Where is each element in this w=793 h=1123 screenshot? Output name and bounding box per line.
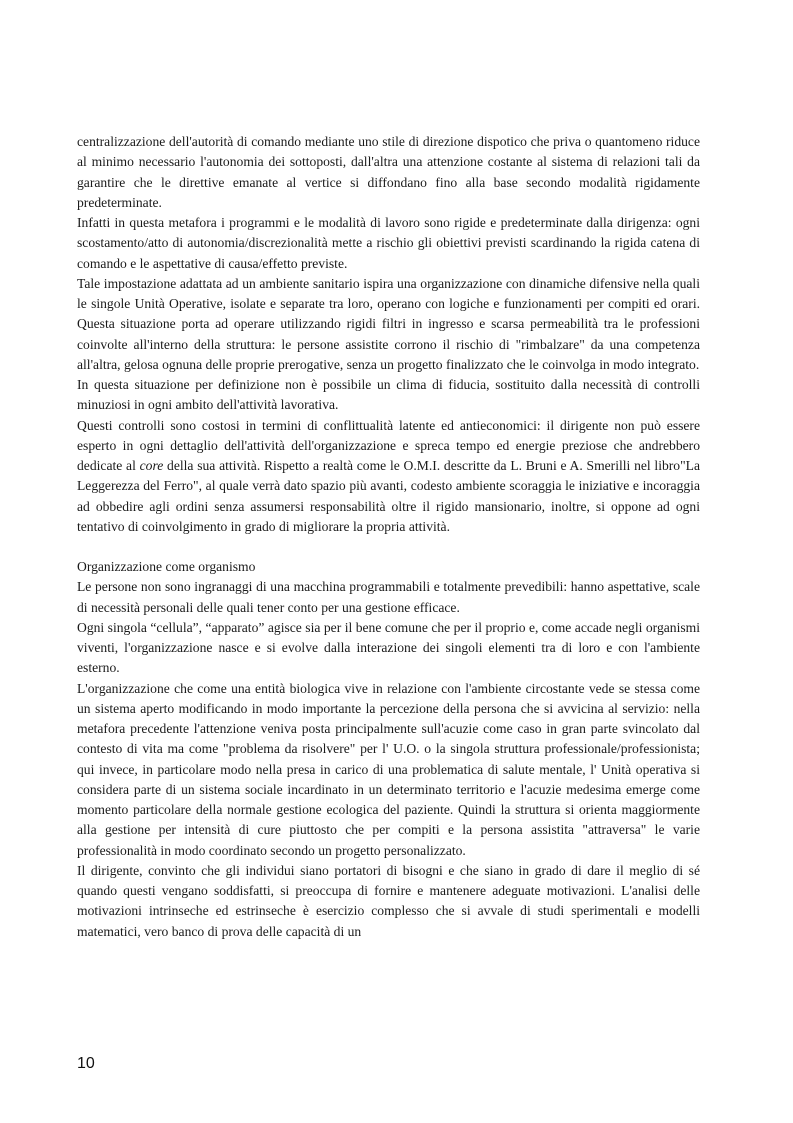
paragraph-metaphor-rigid: Infatti in questa metafora i programmi e le modalità di lavoro sono rigide e predeterminate dalla dirigenza: ogni scostamento/atto di autonomia/discrezionalità mette a rischio gli obiettivi previsti scardinando la rigida catena di comando e le aspettative di causa/effetto previste.	[77, 215, 700, 271]
paragraph-centralization: centralizzazione dell'autorità di comando mediante uno stile di direzione dispotico che priva o quantomeno riduce al minimo necessario l'autonomia dei sottoposti, dall'altra una attenzione costante al sistema di relazioni tali da garantire che le direttive emanate al vertice si diffondano fino alla base secondo modalità rigidamente predeterminate.	[77, 134, 700, 210]
paragraph-people: Le persone non sono ingranaggi di una macchina programmabili e totalmente prevedibili: hanno aspettative, scale di necessità personali delle quali tener conto per una gestione efficace.	[77, 579, 700, 615]
paragraph-cell: Ogni singola “cellula”, “apparato” agisce sia per il bene comune che per il proprio e, come accade negli organismi viventi, l'organizzazione nasce e si evolve dalla interazione dei singoli elementi tra di loro e con l'ambiente esterno.	[77, 619, 700, 676]
controls-text-before: Questi controlli sono costosi in termini di conflittualità latente ed antieconomici: il dirigente non può essere esperto in ogni dettaglio dell'attività dell'organizzazione e spreca tempo ed energie preziose che andrebbero dedicate al	[77, 417, 700, 473]
paragraph-manager: Il dirigente, convinto che gli individui siano portatori di bisogni e che siano in grado di dare il meglio di sé quando questi vengano soddisfatti, si preoccupa di fornire e mantenere adeguate motivazioni. L'analisi delle motivazioni intrinseche ed estrinseche è esercizio complesso che si avvale di studi sperimentali e modelli matematici, vero banco di prova delle capacità di un	[77, 862, 700, 939]
document-body	[77, 132, 700, 942]
paragraph-controls	[77, 416, 700, 538]
page-number: 10	[77, 1055, 95, 1072]
section-gap	[77, 537, 700, 557]
section-heading: Organizzazione come organismo	[77, 559, 256, 574]
paragraph-organization-biological: L'organizzazione che come una entità biologica vive in relazione con l'ambiente circostante vede se stessa come un sistema aperto modificando in modo importante la percezione della persona che si avvicina al servizio: nella metafora precedente l'attenzione veniva posta principalmente sull'acuzie come caso in gran parte svincolato dal contesto di vita ma come "problema da risolvere" per l' U.O. o la singola struttura professionale/professionista; qui invece, in particolare modo nella presa in carico di una problematica di salute mentale, l' Unità operativa si considera parte di un sistema sociale incardinato in un determinato territorio e l'acuzie medesima emerge come momento particolare della normale gestione ecologica del paziente. Quindi la struttura si orienta maggiormente alla gestione per intensità di cure piuttosto che per compiti e la persona assistita "attraversa" le varie professionalità in modo coordinato secondo un progetto personalizzato.	[77, 680, 700, 858]
controls-text-after: della sua attività. Rispetto a realtà come le O.M.I. descritte da L. Bruni e A. Smerilli nel libro"La Leggerezza del Ferro", al quale verrà dato spazio più avanti, codesto ambiente scoraggia le iniziative e incoraggia ad obbedire agli ordini senza assumersi responsabilità oltre il rigido mansionario, inoltre, si oppone ad ogni tentativo di coinvolgimento in grado di migliorare la propria attività.	[77, 458, 700, 534]
paragraph-healthcare-setting: Tale impostazione adattata ad un ambiente sanitario ispira una organizzazione con dinamiche difensive nella quali le singole Unità Operative, isolate e separate tra loro, operano con logiche e funzionamenti per compiti ed orari. Questa situazione porta ad operare utilizzando rigidi filtri in ingresso e scarsa permeabilità tra le professioni coinvolte all'interno della struttura: le persone assistite corrono il rischio di "rimbalzare" da una competenza all'altra, gelosa ognuna delle proprie prerogative, senza un progetto finalizzato che le coinvolga in modo integrato.	[77, 275, 700, 372]
controls-core-italic: core	[139, 458, 164, 473]
paragraph-trust: In questa situazione per definizione non è possibile un clima di fiducia, sostituito dalla necessità di controlli minuziosi in ogni ambito dell'attività lavorativa.	[77, 377, 700, 413]
